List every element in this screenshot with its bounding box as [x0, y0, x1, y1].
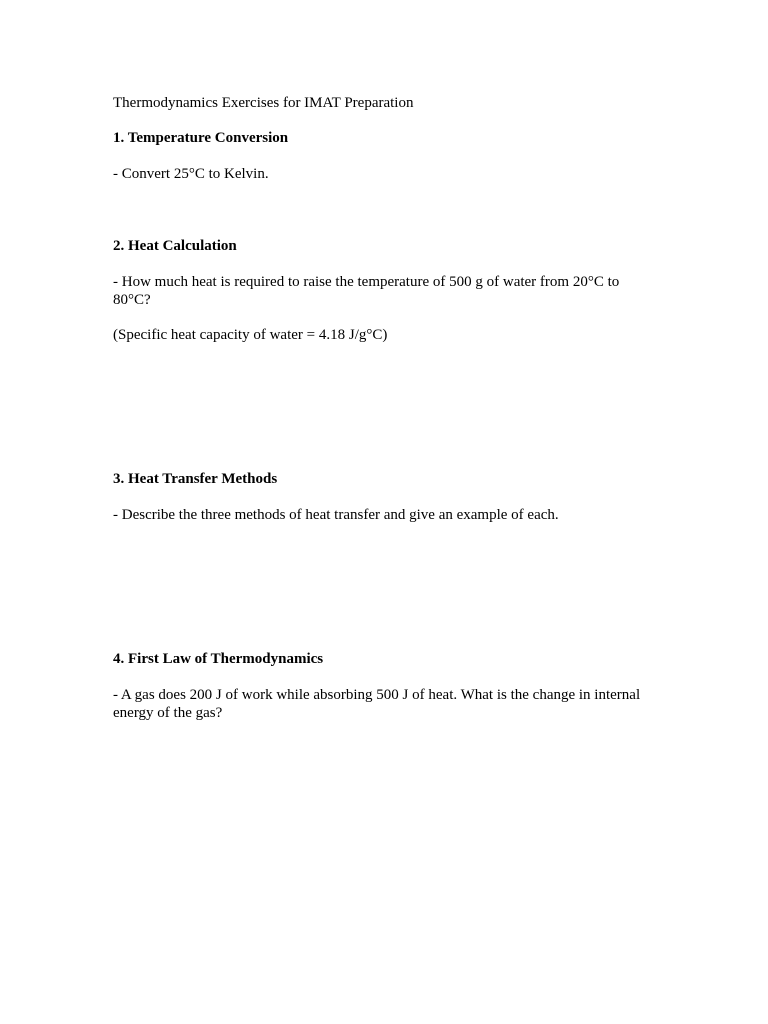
exercise-text: - Describe the three methods of heat transfer and give an example of each. — [113, 507, 559, 523]
exercise-text: - How much heat is required to raise the temperature of 500 g of water from 20°C to 80°C? — [113, 274, 620, 308]
exercise-text: - A gas does 200 J of work while absorbing 500 J of heat. What is the change in internal energy of the gas? — [113, 687, 641, 721]
exercise-note: (Specific heat capacity of water = 4.18 J/g°C) — [113, 327, 388, 343]
section-heading-heat-transfer-methods: 3. Heat Transfer Methods — [113, 471, 278, 487]
exercise-text: - Convert 25°C to Kelvin. — [113, 166, 269, 182]
section-heading-heat-calculation: 2. Heat Calculation — [113, 238, 237, 254]
document-title: Thermodynamics Exercises for IMAT Preparation — [113, 95, 414, 111]
section-heading-first-law: 4. First Law of Thermodynamics — [113, 651, 324, 667]
section-heading-temperature-conversion: 1. Temperature Conversion — [113, 130, 289, 146]
